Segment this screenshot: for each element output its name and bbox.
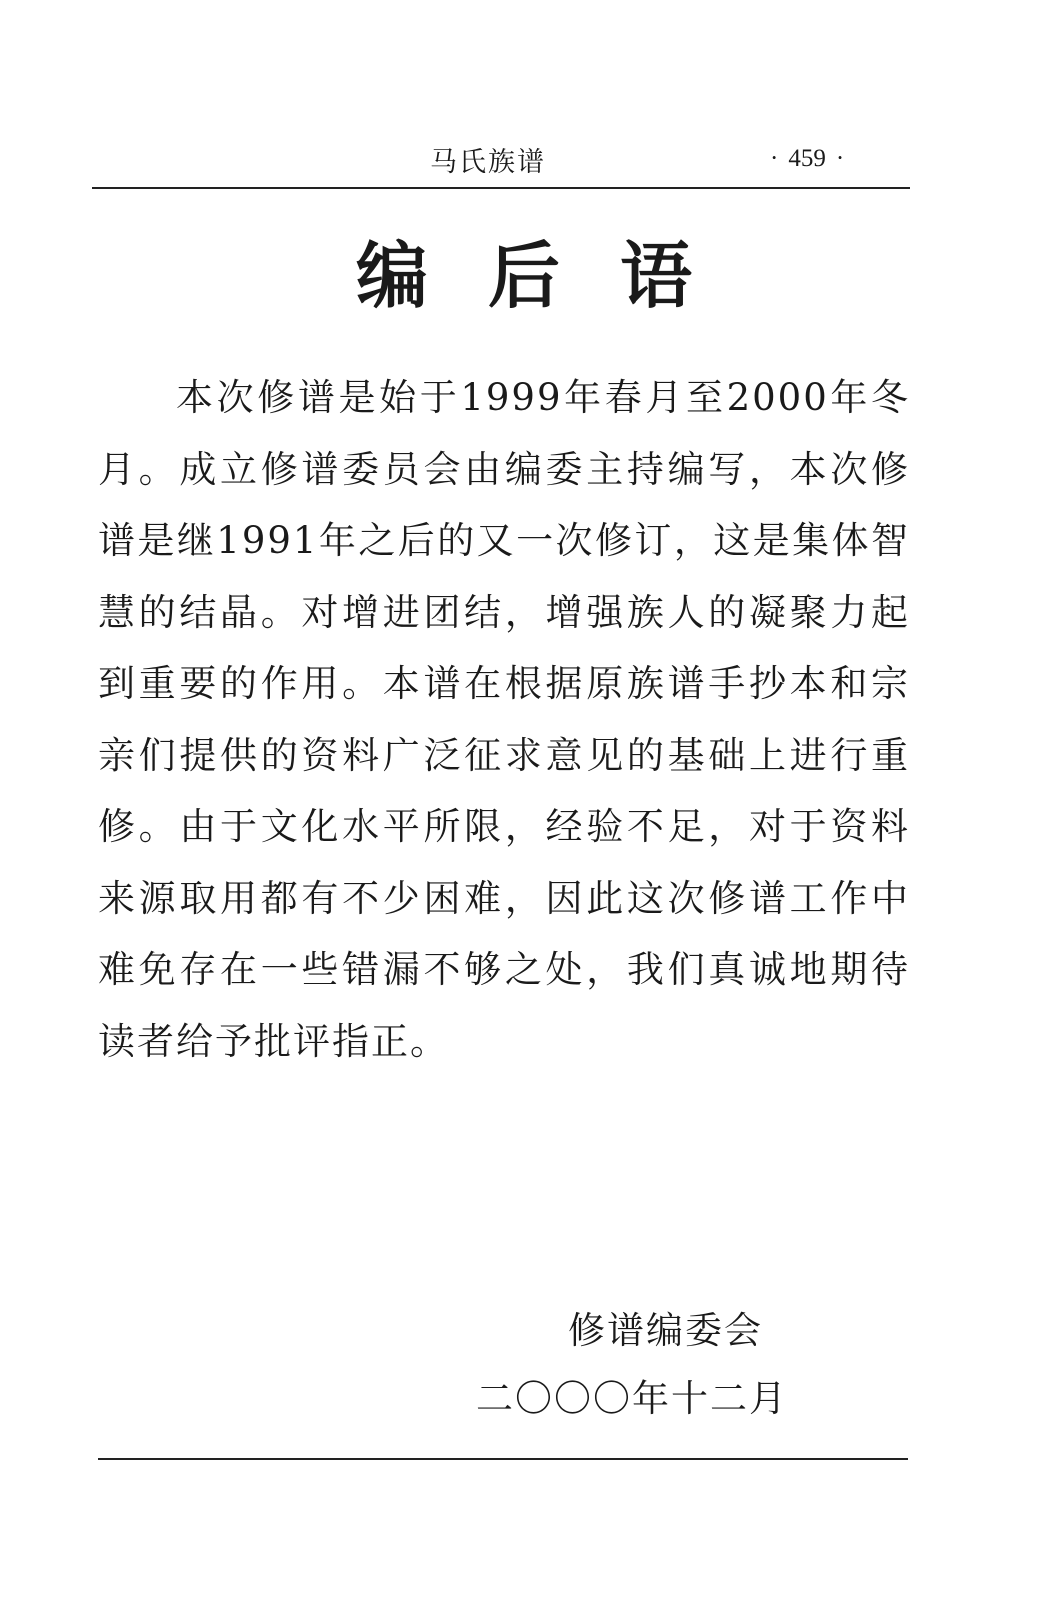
running-title: 马氏族谱 (430, 147, 546, 178)
header-rule (92, 187, 910, 189)
page-number-value: 459 (788, 145, 826, 172)
footer-rule (98, 1458, 908, 1460)
page-number-dot-left: · (770, 145, 779, 172)
page-title: 编后语 (355, 233, 752, 318)
signature-author: 修谱编委会 (568, 1309, 763, 1352)
page-number-dot-right: · (835, 145, 845, 172)
signature-date: 二〇〇〇年十二月 (476, 1377, 788, 1420)
page-number (760, 145, 854, 173)
body-paragraph: 本次修谱是始于1999年春月至2000年冬月。成立修谱委员会由编委主持编写，本次修谱是继1991年之后的又一次修订，这是集体智慧的结晶。对增进团结，增强族人的凝聚力起到重要的作用。本谱在根据原族谱手抄本和宗亲们提供的资料广泛征求意见的基础上进行重修。由于文化水平所限，经验不足，对于资料来源取用都有不少困难，因此这次修谱工作中难免存在一些错漏不够之处，我们真诚地期待读者给予批评指正。 (98, 376, 910, 1063)
